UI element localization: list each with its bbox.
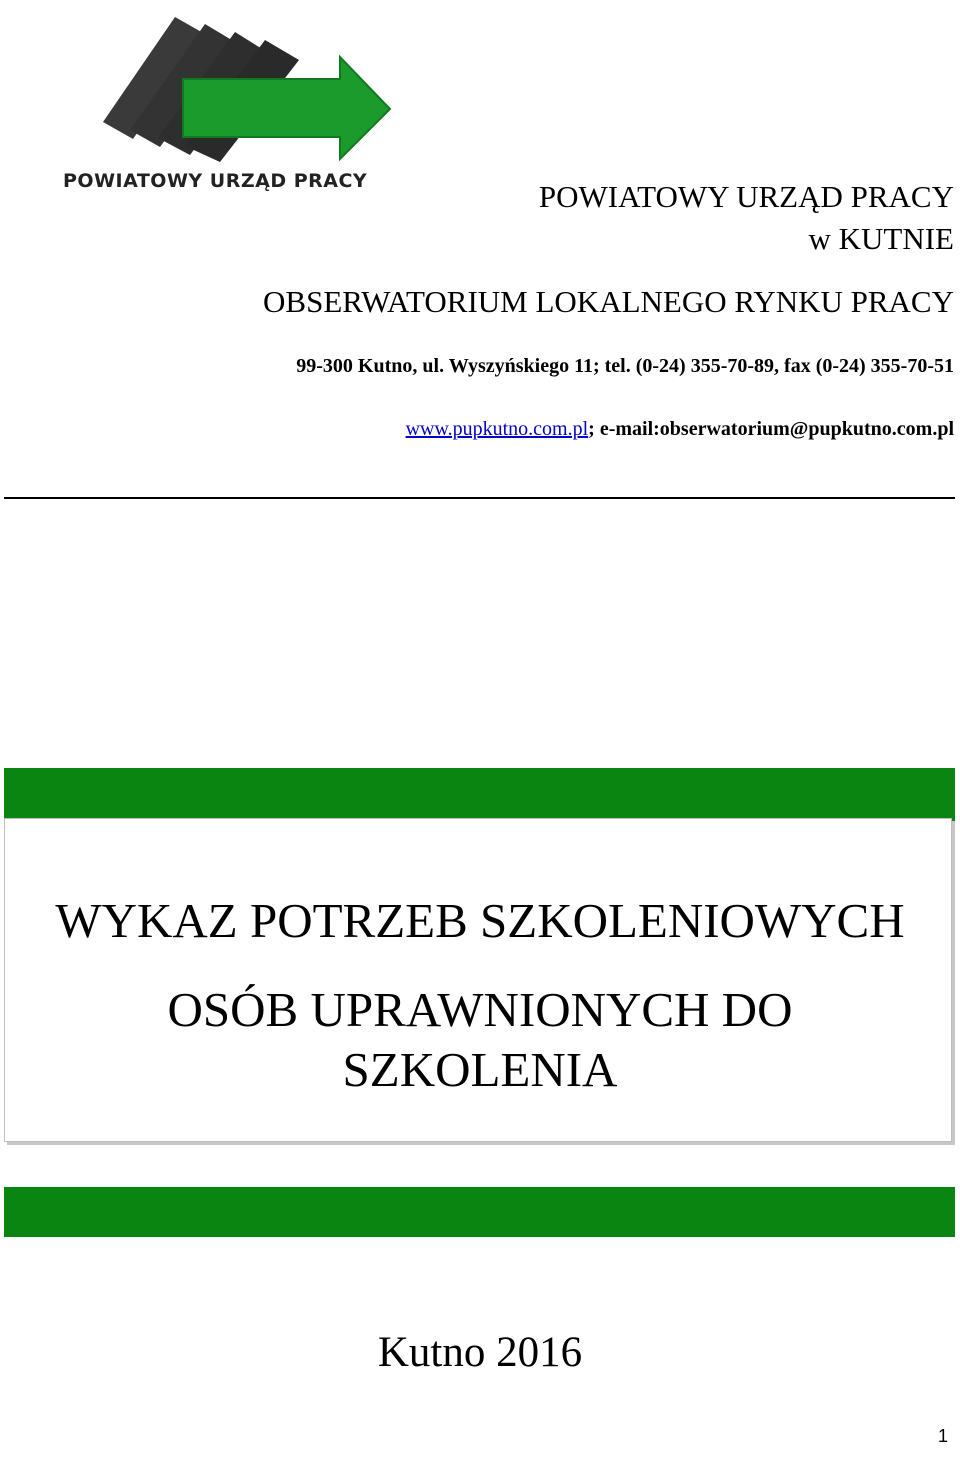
address-line [296, 355, 954, 378]
office-name-line2: w KUTNIE [808, 221, 954, 256]
contact-separator: ; [588, 418, 595, 440]
address-text: 99-300 Kutno, ul. Wyszyńskiego 11; tel. (0-24) 355-70-89, fax (0-24) 355-70-51 [296, 355, 954, 377]
office-name [539, 176, 954, 260]
office-logo [55, 12, 445, 207]
document-title-line1: WYKAZ POTRZEB SZKOLENIOWYCH [55, 893, 905, 948]
email-address: e-mail:obserwatorium@pupkutno.com.pl [599, 418, 954, 440]
website-link[interactable]: www.pupkutno.com.pl [405, 418, 589, 440]
observatory-name: OBSERWATORIUM LOKALNEGO RYNKU PRACY [263, 284, 954, 319]
page-number: 1 [937, 1426, 948, 1446]
document-title-line2 [0, 980, 960, 1100]
place-and-year: Kutno 2016 [377, 1329, 583, 1376]
logo-graphic [55, 12, 445, 172]
logo-text: POWIATOWY URZĄD PRACY [63, 170, 368, 192]
green-band-top [4, 768, 955, 821]
green-band-bottom [4, 1187, 955, 1237]
contact-line [406, 418, 954, 441]
office-name-line1: POWIATOWY URZĄD PRACY [538, 179, 954, 214]
header-divider [4, 497, 955, 499]
document-title-line2-text: OSÓB UPRAWNIONYCH DO SZKOLENIA [167, 982, 793, 1097]
